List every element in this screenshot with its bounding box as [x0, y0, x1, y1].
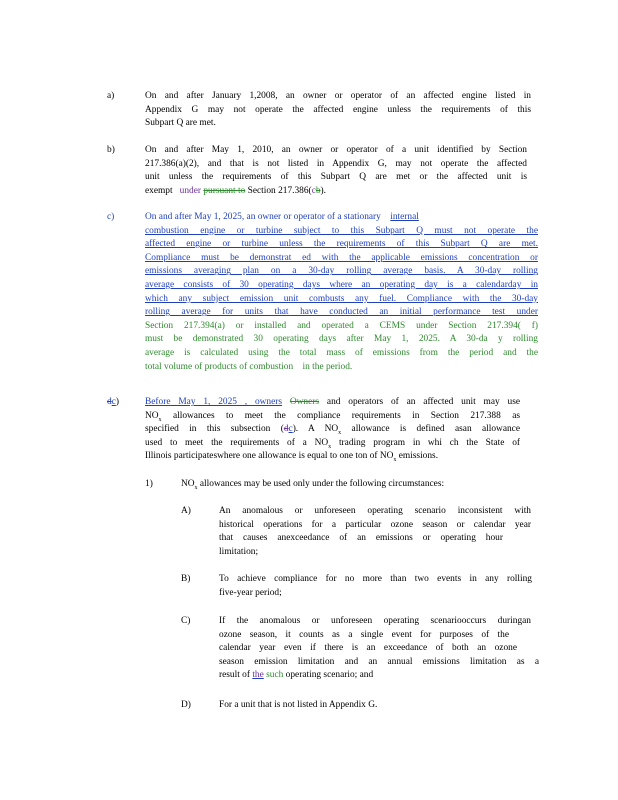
subscript: x: [338, 430, 342, 437]
paragraph-label-c: c): [107, 212, 115, 222]
text-run: specified in this subsection (: [145, 424, 284, 435]
inserted-text: the: [252, 670, 264, 681]
item-1-line: [181, 478, 541, 492]
paragraph-c-line: combustion engine or turbine subject to this Subpart Q must not operate the: [145, 225, 538, 236]
text-run: NO: [181, 479, 195, 489]
subscript: x: [393, 457, 397, 464]
subitem-label-C: C): [181, 616, 191, 626]
deleted-text: d: [283, 424, 289, 435]
paragraph-a-text: [145, 90, 531, 131]
subitem-C-line: ozone season, it counts as a single event for purposes of the: [219, 629, 509, 640]
subitem-A-text: [219, 505, 531, 559]
paragraph-a-line: On and after January 1,2008, an owner or operator of an affected engine listed in: [145, 91, 531, 101]
paragraph-c-line: [145, 347, 538, 361]
paragraph-a-line: Appendix G may not operate the affected engine unless the requirements of this: [145, 104, 531, 115]
subitem-label-D: D): [181, 700, 191, 710]
text-run: Section 217.386(: [247, 185, 312, 196]
text-run: emissions.: [398, 451, 439, 462]
subitem-C-line: [219, 669, 539, 683]
paragraph-label-a: a): [107, 91, 115, 101]
text-run: average is calculated using the total mass of emissions from: [145, 347, 438, 358]
inserted-text: such: [266, 670, 284, 681]
subitem-D-line: For a unit that is not listed in Appendix G.: [219, 700, 378, 710]
text-run: and operators of an affected unit may use: [326, 397, 521, 407]
subitem-A-line: An anomalous or unforeseen operating scenario inconsistent with: [219, 506, 531, 516]
item-1-text: [181, 478, 541, 492]
paragraph-c-line: must be demonstrated 30 operating days after May 1, 2025. A 30-da y rolling: [145, 334, 538, 345]
subitem-A-line: that causes anexceedance of an emissions or operating hour: [219, 533, 503, 544]
deleted-text: pursuant to: [203, 185, 246, 196]
subitem-A-line: historical operations for a particular ozone season or calendar year: [219, 519, 531, 530]
paragraph-c-line: affected engine or turbine unless the requirements of this Subpart Q are met.: [145, 239, 538, 250]
text-run: NO: [145, 410, 159, 421]
paragraph-c-line: [145, 361, 538, 375]
paragraph-d-line: [145, 423, 520, 437]
subitem-C-text: [219, 615, 539, 683]
paragraph-b-line: unit unless the requirements of this Subpart Q are met or the affected unit is: [145, 172, 527, 183]
subscript: x: [194, 484, 198, 491]
paragraph-b-text: [145, 144, 527, 198]
text-run: ). A NO: [292, 424, 339, 435]
paragraph-label-d: [107, 396, 119, 410]
paragraph-d-line: [145, 410, 520, 424]
text-run: trading program in whi ch the State of: [338, 437, 520, 448]
inserted-text: Before May 1, 2025 , owners: [145, 397, 283, 407]
text-run: exempt: [145, 185, 173, 196]
paragraph-c-line: [145, 211, 538, 225]
text-run: ): [115, 397, 119, 407]
subitem-C-line: If the anomalous or unforeseen operating scenariooccurs duringan: [219, 616, 531, 626]
inserted-text: internal: [390, 212, 419, 222]
paragraph-d-line: [145, 396, 520, 410]
subitem-C-line: calendar year even if there is an exceedance of both an ozone: [219, 643, 517, 654]
paragraph-d-text: [145, 396, 520, 464]
paragraph-a-line: Subpart Q are met.: [145, 118, 216, 129]
subscript: x: [158, 416, 162, 423]
subitem-B-text: [219, 573, 532, 600]
subitem-A-line: limitation;: [219, 546, 259, 557]
subitem-B-line: five-year period;: [219, 587, 282, 598]
paragraph-c-line: emissions averaging plan on a 30-day rolling average basis. A 30-day rolling: [145, 266, 538, 277]
subitem-C-line: season emission limitation and an annual emissions limitation as a: [219, 656, 539, 667]
text-run: in the period.: [302, 361, 353, 372]
text-run: Illinois participateswhere one allowance is equal to one ton of NO: [145, 451, 394, 462]
paragraph-b-line: On and after May 1, 2010, an owner or operator of a unit identified by Section: [145, 145, 527, 155]
text-run: ).: [320, 185, 327, 196]
text-run: On and after May 1, 2025, an owner or operator of a stationary: [145, 212, 381, 222]
text-run: operating scenario; and: [285, 670, 374, 681]
paragraph-d-line: [145, 450, 520, 464]
paragraph-b-line: 217.386(a)(2), and that is not listed in Appendix G, may not operate the affected: [145, 158, 527, 169]
text-run: the period and the: [447, 347, 539, 358]
inserted-text: c: [311, 185, 316, 196]
deleted-text: b: [315, 185, 321, 196]
paragraph-c-line: rolling average for units that have conducted an initial performance test under: [145, 307, 538, 318]
deleted-text: d: [107, 397, 112, 407]
inserted-text: c: [111, 397, 116, 407]
subitem-label-B: B): [181, 574, 191, 584]
text-run: allowances may be used only under the following circumstances:: [199, 479, 445, 489]
inserted-text: under: [179, 185, 201, 196]
subscript: x: [328, 443, 332, 450]
paragraph-c-line: average consists of 30 operating days where an operating day is a calendarday in: [145, 279, 538, 290]
paragraph-d-line: [145, 437, 520, 451]
subitem-D-text: [219, 699, 531, 713]
text-run: allowances to meet the compliance requirements in Section 217.388 as: [172, 410, 521, 421]
subitem-B-line: To achieve compliance for no more than two events in any rolling: [219, 574, 532, 584]
subitem-label-A: A): [181, 506, 191, 516]
paragraph-c-line: Section 217.394(a) or installed and operated a CEMS under Section 217.394( f): [145, 320, 538, 331]
paragraph-c-text: [145, 211, 538, 374]
paragraph-label-b: b): [107, 145, 115, 155]
paragraph-c-line: which any subject emission unit combusts any fuel. Compliance with the 30-day: [145, 293, 538, 304]
text-run: allowance is defined asan allowance: [351, 424, 520, 435]
paragraph-b-line: [145, 185, 527, 199]
text-run: total volume of products of combustion: [145, 361, 294, 372]
inserted-text: c: [288, 424, 293, 435]
text-run: result of: [219, 670, 250, 681]
item-label-1: 1): [145, 479, 153, 489]
deleted-text: Owners: [289, 397, 320, 407]
paragraph-c-line: Compliance must be demonstrat ed with the applicable emissions concentration or: [145, 252, 538, 263]
text-run: used to meet the requirements of a NO: [145, 437, 329, 448]
